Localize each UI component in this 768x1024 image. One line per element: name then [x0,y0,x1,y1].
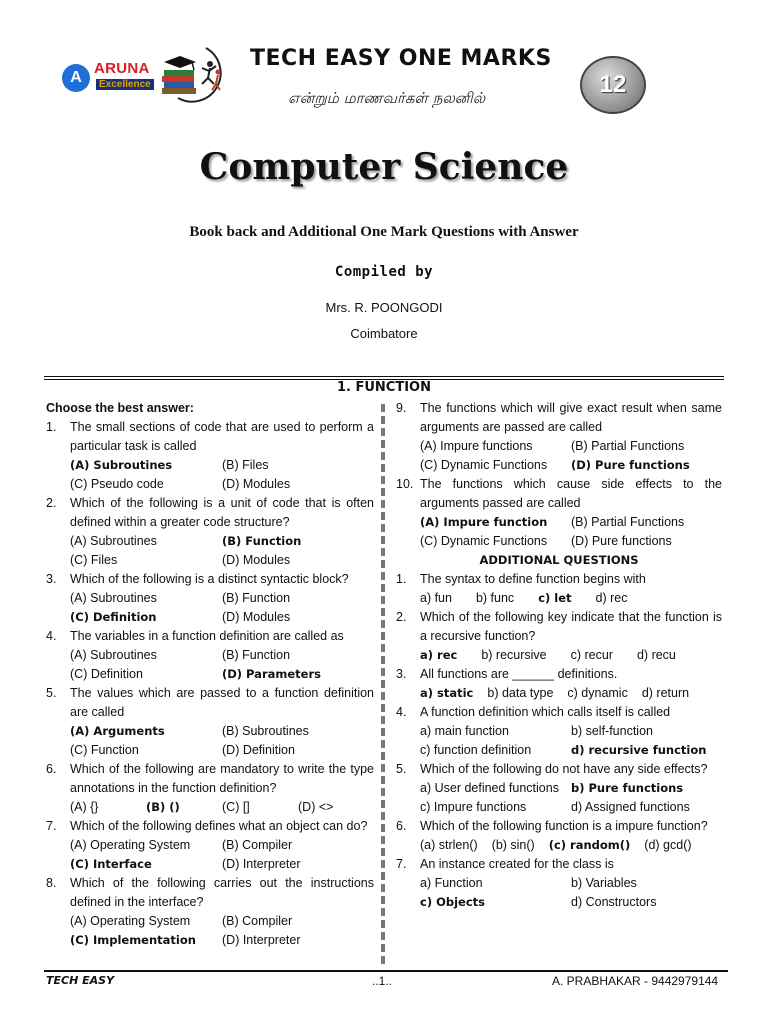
correct-answer-option: (C) Implementation [70,933,196,947]
answer-option: d) Constructors [571,895,657,909]
question-number: 5. [46,686,57,700]
question-number: 2. [396,610,407,624]
answer-option: (A) Subroutines [70,648,157,662]
answer-option: b) data type [487,686,554,700]
answer-option: b) self-function [571,724,653,738]
question-text: The functions which will give exact result when same arguments are passed are called [420,401,722,434]
answer-option: a) Function [420,876,483,890]
question-text: Which of the following carries out the instructions defined in the interface? [70,876,374,909]
answer-option: (C) Function [70,743,139,757]
answer-options [46,646,374,684]
question-number: 9. [396,401,407,415]
question-number: 5. [396,762,407,776]
page-number: ..1.. [372,974,393,988]
answer-option: a) main function [420,724,509,738]
correct-answer-option: (C) Interface [70,857,152,871]
correct-answer-option: (D) Pure functions [571,458,690,472]
answer-option: (D) Definition [222,743,295,757]
question [396,475,722,513]
answer-option: b) func [475,591,515,605]
question-number: 6. [396,819,407,833]
question [46,684,374,722]
answer-option: (D) Pure functions [571,534,672,548]
document-subtitle: Book back and Additional One Mark Questions with Answer [189,224,579,240]
footer-rule [44,970,728,972]
answer-options [396,646,722,665]
question-number: 7. [396,857,407,871]
answer-option: (B) Partial Functions [571,515,685,529]
answer-option: d) return [641,686,690,700]
correct-answer-option: c) Objects [420,895,485,909]
right-column [396,399,722,912]
correct-answer-option: a) static [420,686,474,700]
footer-author-contact: A. PRABHAKAR - 9442979144 [552,974,719,988]
question [396,399,722,437]
correct-answer-option: (C) Definition [70,610,157,624]
answer-option: (A) Impure functions [420,439,533,453]
question-number: 3. [396,667,407,681]
question [396,855,722,874]
brand-tagline: என்றும் மாணவர்கள் நலனில் [288,89,486,107]
answer-options [396,437,722,475]
additional-questions-heading: ADDITIONAL QUESTIONS [479,553,639,567]
question-text: The syntax to define function begins with [420,572,646,586]
answer-option: (B) Function [222,648,291,662]
answer-options [396,874,722,912]
question [396,817,722,836]
question [46,760,374,798]
logo-name: ARUNA [94,60,150,77]
answer-option: (D) Modules [222,610,291,624]
question-text: The values which are passed to a function definition are called [70,686,374,719]
standard-badge [580,56,646,114]
answer-option: (A) Operating System [70,838,191,852]
question-number: 2. [46,496,57,510]
section-rule-top [44,376,724,377]
answer-option: b) recursive [481,648,547,662]
author-name: Mrs. R. POONGODI [325,300,443,315]
section-title: 1. FUNCTION [336,380,431,395]
question [46,570,374,589]
right-question-list [396,399,722,551]
answer-option: (B) Compiler [222,838,293,852]
answer-option: (D) <> [298,800,334,814]
correct-answer-option: c) let [538,591,572,605]
correct-answer-option: (D) Parameters [222,667,321,681]
correct-answer-option: (B) () [146,800,180,814]
author-city: Coimbatore [350,326,418,341]
answer-option: (B) Compiler [222,914,293,928]
question [46,817,374,836]
correct-answer-option: b) Pure functions [571,781,684,795]
question-text: All functions are ______ definitions. [420,667,618,681]
left-column [46,399,374,950]
additional-question-list [396,570,722,912]
question-text: The functions which cause side effects to the arguments passed are called [420,477,722,510]
aruna-logo [62,60,156,96]
answer-option: (C) Pseudo code [70,477,164,491]
question-number: 6. [46,762,57,776]
footer-brand: TECH EASY [46,974,115,987]
question-number: 4. [396,705,407,719]
question-number: 3. [46,572,57,586]
question [396,760,722,779]
answer-option: a) fun [420,591,452,605]
column-divider [381,404,385,964]
answer-option: c) Impure functions [420,800,527,814]
correct-answer-option: (A) Impure function [420,515,548,529]
instruction-heading: Choose the best answer: [46,401,194,415]
answer-options [46,722,374,760]
answer-option: (B) Subroutines [222,724,309,738]
question-number: 10. [396,477,414,491]
question [46,494,374,532]
answer-option: (B) Partial Functions [571,439,685,453]
answer-option: (B) Files [222,458,269,472]
answer-option: (A) Operating System [70,914,191,928]
answer-options [46,589,374,627]
answer-options [46,836,374,874]
question-text: The small sections of code that are used to perform a particular task is called [70,420,374,453]
question-text: An instance created for the class is [420,857,614,871]
question-text: The variables in a function definition are called as [70,629,344,643]
answer-option: d) Assigned functions [571,800,690,814]
answer-option: (a) strlen() [420,838,478,852]
question-number: 4. [46,629,57,643]
answer-option: (C) Definition [70,667,143,681]
question [396,703,722,722]
answer-option: (d) gcd() [644,838,692,852]
books-graduation-illustration [158,44,234,104]
question [396,665,722,684]
answer-option: (A) Subroutines [70,534,157,548]
answer-option: d) recu [636,648,676,662]
question-number: 8. [46,876,57,890]
question [396,570,722,589]
standard-number: 12 [599,71,627,98]
answer-option: (A) {} [70,800,99,814]
question-text: Which of the following defines what an object can do? [70,819,368,833]
left-question-list [46,418,374,950]
answer-options [46,532,374,570]
answer-options [46,456,374,494]
answer-options [396,722,722,760]
answer-option: b) Variables [571,876,637,890]
question [46,627,374,646]
answer-option: (C) Dynamic Functions [420,534,548,548]
question [46,418,374,456]
answer-option: (C) [] [222,800,250,814]
answer-options [396,684,722,703]
answer-options [46,798,374,817]
compiled-by-label: Compiled by [334,264,434,280]
question-text: Which of the following is a unit of code that is often defined within a greater code structure? [70,496,374,529]
correct-answer-option: (A) Subroutines [70,458,173,472]
question [396,608,722,646]
correct-answer-option: (A) Arguments [70,724,165,738]
logo-emblem: A [62,64,90,92]
correct-answer-option: a) rec [420,648,458,662]
answer-option: (D) Modules [222,553,291,567]
question-text: Which of the following do not have any side effects? [420,762,708,776]
correct-answer-option: d) recursive function [571,743,707,757]
answer-options [396,836,722,855]
answer-option: (D) Interpreter [222,933,301,947]
question-text: Which of the following function is a impure function? [420,819,708,833]
answer-option: c) dynamic [567,686,628,700]
answer-option: c) recur [570,648,613,662]
question-text: A function definition which calls itself is called [420,705,671,719]
correct-answer-option: (B) Function [222,534,302,548]
answer-option: d) rec [595,591,628,605]
answer-option: (B) Function [222,591,291,605]
answer-options [396,779,722,817]
logo-subtitle: Excellence [96,79,154,90]
answer-option: (A) Subroutines [70,591,157,605]
answer-option: c) function definition [420,743,532,757]
answer-option: (C) Dynamic Functions [420,458,548,472]
brand-title: TECH EASY ONE MARKS [250,46,552,71]
answer-option: (D) Modules [222,477,291,491]
answer-options [396,513,722,551]
answer-options [396,589,722,608]
answer-options [46,912,374,950]
correct-answer-option: (c) random() [548,838,631,852]
answer-option: (b) sin() [491,838,535,852]
question-number: 1. [46,420,57,434]
question [46,874,374,912]
question-text: Which of the following are mandatory to write the type annotations in the function definition? [70,762,374,795]
answer-option: (D) Interpreter [222,857,301,871]
question-number: 1. [396,572,407,586]
subject-title: Computer Science [199,146,569,188]
answer-option: (C) Files [70,553,118,567]
question-text: Which of the following is a distinct syntactic block? [70,572,349,586]
answer-option: a) User defined functions [420,781,559,795]
question-text: Which of the following key indicate that the function is a recursive function? [420,610,722,643]
question-number: 7. [46,819,57,833]
